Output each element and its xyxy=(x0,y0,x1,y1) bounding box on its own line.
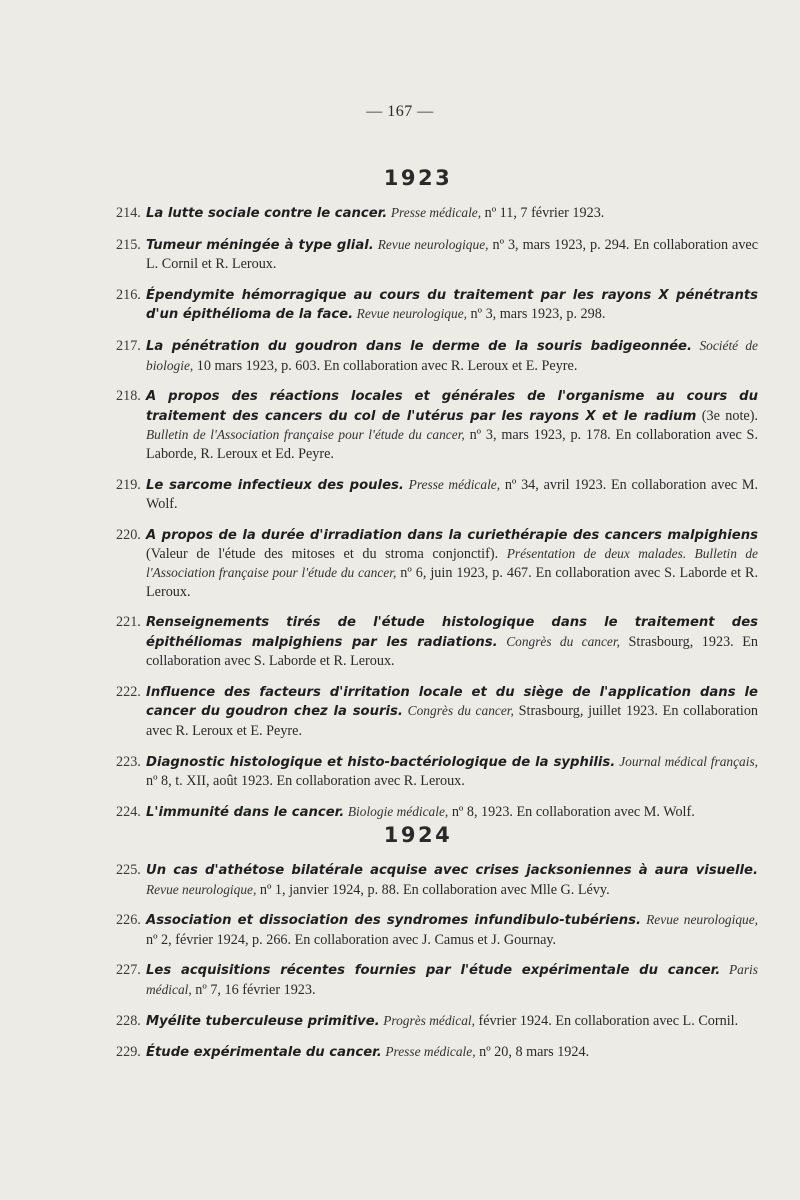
bibliography-entry xyxy=(116,1012,758,1032)
year-heading-1923: 1923 xyxy=(383,166,453,190)
entry-title: A propos des réactions locales et générales de l'organisme au cours du traitement des cancers du col de l'utérus par les rayons X et le radium xyxy=(146,389,758,424)
entry-details: nº 11, 7 février 1923. xyxy=(481,205,605,221)
entry-title: Tumeur méningée à type glial. xyxy=(146,237,374,253)
entry-number: 220. xyxy=(116,526,141,543)
entry-details: nº 8, 1923. En collaboration avec M. Wolf. xyxy=(448,803,695,820)
entry-journal: Journal médical français, xyxy=(619,753,758,769)
bibliography-entry xyxy=(116,861,758,899)
bibliography-entry xyxy=(116,803,758,823)
entry-details: nº 8, t. XII, août 1923. En collaboration avec R. Leroux. xyxy=(146,773,465,790)
year-heading-1924: 1924 xyxy=(383,823,453,847)
entry-journal: Revue neurologique, xyxy=(356,306,467,322)
entry-details: Strasbourg, 1923. En collaboration avec S. Laborde et R. Leroux. xyxy=(146,633,759,670)
entry-title: Influence des facteurs d'irritation locale et du siège de l'application dans le cancer du goudron chez la souris. xyxy=(146,684,758,720)
bibliography-entry xyxy=(116,204,758,224)
entry-number: 229. xyxy=(116,1044,141,1061)
entry-number: 215. xyxy=(116,236,141,253)
entry-journal: Présentation de deux malades. Bulletin de l'Association française pour l'étude du cancer, xyxy=(146,546,758,580)
entry-details: (3e note). xyxy=(701,407,758,424)
entry-title: Diagnostic histologique et histo-bactériologique de la syphilis. xyxy=(146,754,616,770)
entry-number: 223. xyxy=(116,753,141,770)
entry-title: Un cas d'athétose bilatérale acquise avec crises jacksoniennes à aura visuelle. xyxy=(146,863,758,878)
entry-number: 222. xyxy=(116,683,141,700)
bibliography-entry xyxy=(116,236,758,274)
entry-details: (Valeur de l'étude des mitoses et du stroma conjonctif). xyxy=(146,546,507,563)
bibliography-entry xyxy=(116,613,758,671)
bibliography-entry xyxy=(116,961,758,999)
bibliography-entry xyxy=(116,526,758,601)
entry-number: 228. xyxy=(116,1012,141,1029)
entry-title: Épendymite hémorragique au cours du traitement par les rayons X pénétrants d'un épithélioma de la face. xyxy=(146,287,758,323)
page-number: — 167 — xyxy=(366,103,434,120)
entry-details: nº 7, 16 février 1923. xyxy=(191,981,316,998)
entry-title: Les acquisitions récentes fournies par l'étude expérimentale du cancer. xyxy=(146,963,721,979)
entry-title: A propos de la durée d'irradiation dans la curiethérapie des cancers malpighiens xyxy=(146,527,758,543)
entries-list-1923 xyxy=(116,204,758,834)
entry-details: nº 2, février 1924, p. 266. En collaboration avec J. Camus et J. Gournay. xyxy=(146,931,557,948)
bibliography-entry xyxy=(116,911,758,949)
entry-journal: Progrès médical, xyxy=(383,1012,475,1028)
entry-details: Strasbourg, juillet 1923. En collaboration avec R. Leroux et E. Peyre. xyxy=(146,703,759,740)
entry-details: nº 20, 8 mars 1924. xyxy=(475,1044,590,1061)
entry-title: Association et dissociation des syndromes infundibulo-tubériens. xyxy=(146,913,641,929)
entry-number: 221. xyxy=(116,614,141,631)
entry-details: nº 1, janvier 1924, p. 88. En collaboration avec Mlle G. Lévy. xyxy=(256,881,610,898)
entry-details: février 1924. En collaboration avec L. Cornil. xyxy=(474,1012,739,1029)
entry-title: Renseignements tirés de l'étude histologique dans le traitement des épithéliomas malpighiens par les radiations. xyxy=(146,615,758,650)
entry-journal: Presse médicale, xyxy=(390,205,482,220)
entry-title: Étude expérimentale du cancer. xyxy=(146,1045,382,1061)
entry-title: Myélite tuberculeuse primitive. xyxy=(146,1013,380,1029)
bibliography-entry xyxy=(116,337,758,375)
entry-details: nº 3, mars 1923, p. 298. xyxy=(466,306,606,323)
bibliography-entry xyxy=(116,1043,758,1063)
entries-list-1924 xyxy=(116,861,758,1075)
bibliography-entry xyxy=(116,753,758,791)
entry-journal: Presse médicale, xyxy=(408,476,501,492)
entry-title: La lutte sociale contre le cancer. xyxy=(146,206,388,221)
entry-journal: Revue neurologique, xyxy=(377,236,489,252)
entry-number: 214. xyxy=(116,205,141,221)
entry-title: Le sarcome infectieux des poules. xyxy=(146,477,404,493)
entry-journal: Société de biologie, xyxy=(146,337,758,373)
entry-journal: Congrès du cancer, xyxy=(506,633,620,649)
entry-number: 226. xyxy=(116,912,141,929)
entry-journal: Bulletin de l'Association française pour l'étude du cancer, xyxy=(146,427,465,443)
entry-number: 217. xyxy=(116,337,141,354)
entry-title: L'immunité dans le cancer. xyxy=(146,804,345,820)
bibliography-entry xyxy=(116,387,758,463)
entry-number: 216. xyxy=(116,286,141,303)
entry-details: nº 3, mars 1923, p. 294. En collaboration avec L. Cornil et R. Leroux. xyxy=(146,236,759,273)
entry-details: nº 6, juin 1923, p. 467. En collaboration avec S. Laborde et R. Leroux. xyxy=(146,564,758,600)
entry-details: nº 34, avril 1923. En collaboration avec M. Wolf. xyxy=(146,476,759,513)
entry-journal: Revue neurologique, xyxy=(146,881,257,897)
entry-number: 219. xyxy=(116,476,141,493)
entry-number: 225. xyxy=(116,862,141,878)
entry-journal: Congrès du cancer, xyxy=(407,703,514,719)
bibliography-entry xyxy=(116,476,758,514)
entry-journal: Presse médicale, xyxy=(385,1044,476,1060)
entry-details: 10 mars 1923, p. 603. En collaboration avec R. Leroux et E. Peyre. xyxy=(193,357,578,374)
entry-details: nº 3, mars 1923, p. 178. En collaboration avec S. Laborde, R. Leroux et Ed. Peyre. xyxy=(146,427,758,462)
entry-journal: Paris médical, xyxy=(146,962,758,997)
entry-number: 218. xyxy=(116,388,141,405)
entry-journal: Biologie médicale, xyxy=(347,803,449,819)
entry-title: La pénétration du goudron dans le derme de la souris badigeonnée. xyxy=(146,338,692,354)
entry-number: 224. xyxy=(116,803,141,820)
bibliography-entry xyxy=(116,286,758,325)
entry-journal: Revue neurologique, xyxy=(646,912,759,928)
entry-number: 227. xyxy=(116,962,141,979)
bibliography-entry xyxy=(116,683,758,741)
